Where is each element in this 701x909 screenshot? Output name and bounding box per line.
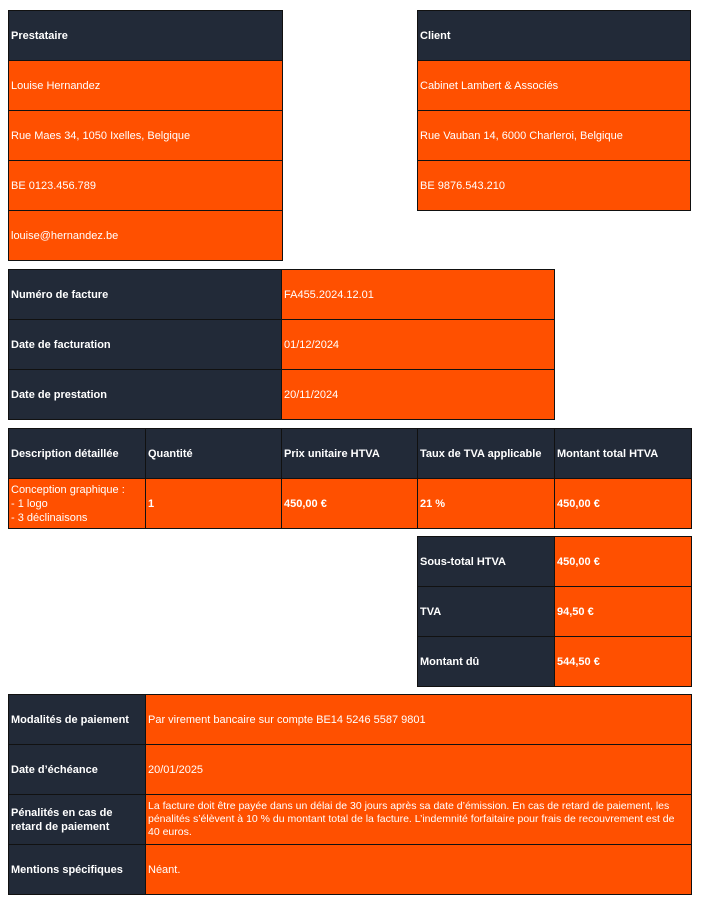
invoice-number-label: Numéro de facture (9, 270, 282, 320)
item-quantity: 1 (146, 479, 282, 529)
items-table (8, 428, 692, 529)
service-date: 20/11/2024 (282, 370, 555, 420)
provider-email: louise@hernandez.be (9, 211, 283, 261)
subtotal-label: Sous-total HTVA (418, 537, 555, 587)
header-total: Montant total HTVA (555, 429, 692, 479)
provider-vat: BE 0123.456.789 (9, 161, 283, 211)
service-date-label: Date de prestation (9, 370, 282, 420)
client-address: Rue Vauban 14, 6000 Charleroi, Belgique (418, 111, 691, 161)
penalties-label: Pénalités en cas de retard de paiement (9, 795, 146, 845)
payment-block (8, 694, 692, 895)
penalties-text: La facture doit être payée dans un délai de 30 jours après sa date d’émission. En cas de retard de paiement, les pénalités s’élèvent à 10 % du montant total de la facture. L’indemnité forfaitaire pour frais de recouvrement est de 40 euros. (146, 795, 692, 845)
invoice-info-block (8, 269, 555, 420)
invoice-date: 01/12/2024 (282, 320, 555, 370)
vat-value: 94,50 € (555, 587, 692, 637)
table-row (9, 479, 692, 529)
vat-label: TVA (418, 587, 555, 637)
provider-block (8, 10, 283, 261)
mentions-label: Mentions spécifiques (9, 845, 146, 895)
totals-block (417, 536, 692, 687)
amount-due-value: 544,50 € (555, 637, 692, 687)
due-date: 20/01/2025 (146, 745, 692, 795)
header-quantity: Quantité (146, 429, 282, 479)
due-date-label: Date d’échéance (9, 745, 146, 795)
payment-method: Par virement bancaire sur compte BE14 5246 5587 9801 (146, 695, 692, 745)
client-block (417, 10, 691, 211)
items-header-row (9, 429, 692, 479)
invoice-date-label: Date de facturation (9, 320, 282, 370)
provider-address: Rue Maes 34, 1050 Ixelles, Belgique (9, 111, 283, 161)
invoice-number: FA455.2024.12.01 (282, 270, 555, 320)
item-vat-rate: 21 % (418, 479, 555, 529)
provider-name: Louise Hernandez (9, 61, 283, 111)
header-description: Description détaillée (9, 429, 146, 479)
client-vat: BE 9876.543.210 (418, 161, 691, 211)
amount-due-label: Montant dû (418, 637, 555, 687)
subtotal-value: 450,00 € (555, 537, 692, 587)
provider-heading: Prestataire (9, 11, 283, 61)
client-heading: Client (418, 11, 691, 61)
item-unit-price: 450,00 € (282, 479, 418, 529)
header-unit-price: Prix unitaire HTVA (282, 429, 418, 479)
mentions-text: Néant. (146, 845, 692, 895)
item-total: 450,00 € (555, 479, 692, 529)
header-vat-rate: Taux de TVA applicable (418, 429, 555, 479)
payment-method-label: Modalités de paiement (9, 695, 146, 745)
client-name: Cabinet Lambert & Associés (418, 61, 691, 111)
item-description: Conception graphique : - 1 logo - 3 déclinaisons (9, 479, 146, 529)
